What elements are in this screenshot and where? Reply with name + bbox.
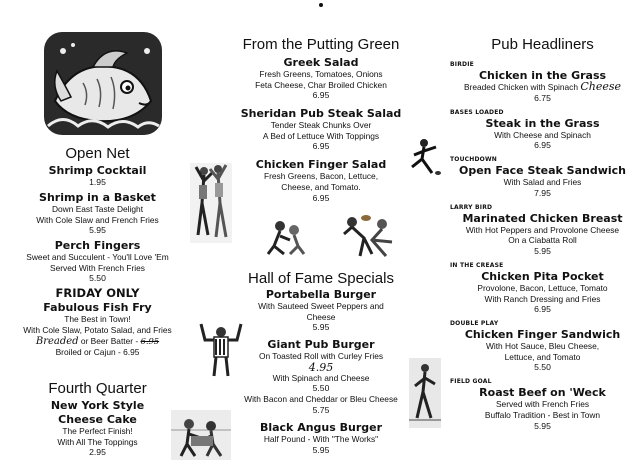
item-name: Portabella Burger xyxy=(265,288,377,301)
section-title-open-net: Open Net xyxy=(65,145,130,162)
item-desc: Served with French Fries xyxy=(495,399,590,410)
item-price: 5.50 xyxy=(312,383,330,394)
dot-mark xyxy=(319,3,323,7)
handwritten-note: Cheese xyxy=(580,80,622,93)
item-name: Shrimp Cocktail xyxy=(48,164,147,177)
item-desc: With Sauteed Sweet Peppers and xyxy=(258,301,384,311)
item-name: Sheridan Pub Steak Salad xyxy=(240,107,402,121)
item-desc: With Spinach and Cheese xyxy=(272,372,370,383)
item-desc: Cheese, and Tomato. xyxy=(281,181,361,192)
item-name: Giant Pub Burger xyxy=(267,338,375,352)
fish-logo-icon xyxy=(43,31,163,136)
item-name: Greek Salad xyxy=(283,56,359,69)
item-desc: Cheese xyxy=(306,311,336,322)
item-desc: Broiled or Cajun - 6.95 xyxy=(55,347,140,358)
item-name: Chicken Pita Pocket xyxy=(481,269,604,283)
item-desc: Down East Taste Delight xyxy=(51,204,144,214)
kicker-icon xyxy=(408,137,442,177)
item-desc: With All The Toppings xyxy=(57,436,138,447)
friday-only-heading: FRIDAY ONLY xyxy=(55,286,140,301)
item-name: Chicken Finger Sandwich xyxy=(464,328,621,342)
item-price: 5.50 xyxy=(89,273,106,284)
item-desc: Served With French Fries xyxy=(50,262,145,273)
item-price: 6.95 xyxy=(312,192,330,203)
item-desc: or Beer Batter - xyxy=(80,335,141,346)
pub-headliners-section xyxy=(450,36,635,432)
item-desc: Feta Cheese, Char Broiled Chicken xyxy=(255,79,387,90)
item-price: 5.95 xyxy=(534,245,551,256)
hockey-players-icon xyxy=(171,410,231,460)
item-desc: Sweet and Succulent - You'll Love 'Em xyxy=(26,252,169,263)
section-title-hall-of-fame: Hall of Fame Specials xyxy=(248,270,394,287)
handwritten-price: 4.95 xyxy=(308,360,334,374)
item-name: Perch Fingers xyxy=(54,239,141,253)
item-desc-line xyxy=(450,82,635,93)
item-desc: With Ranch Dressing and Fries xyxy=(484,293,601,304)
item-price: 5.95 xyxy=(534,420,551,431)
basketball-players-icon xyxy=(190,163,232,243)
football-players-icon xyxy=(264,218,309,256)
item-price: 6.95 xyxy=(312,141,330,152)
item-desc: With Cheese and Spinach xyxy=(494,129,591,140)
item-desc: Breaded Chicken with Spinach xyxy=(463,82,579,92)
section-title-putting-green: From the Putting Green xyxy=(242,36,400,53)
item-desc-line xyxy=(5,336,190,348)
item-name: Steak in the Grass xyxy=(485,116,600,130)
item-price: 6.95 xyxy=(534,304,551,315)
item-price: 5.95 xyxy=(312,444,330,455)
handwritten-note: Breaded xyxy=(35,335,79,347)
section-title-fourth-quarter: Fourth Quarter xyxy=(48,380,147,397)
item-tag: BASES LOADED xyxy=(450,108,504,116)
item-desc: Tender Steak Chunks Over xyxy=(270,120,372,131)
item-desc: Buffalo Tradition - Best in Town xyxy=(484,409,601,420)
item-price: 5.95 xyxy=(89,225,106,236)
item-price: 5.75 xyxy=(312,404,330,415)
item-tag: IN THE CREASE xyxy=(450,261,504,269)
item-desc: The Best in Town! xyxy=(64,314,131,325)
item-name: Open Face Steak Sandwich xyxy=(459,164,626,178)
section-title-pub-headliners: Pub Headliners xyxy=(491,36,594,53)
item-desc: A Bed of Lettuce With Toppings xyxy=(262,130,380,141)
item-name: Marinated Chicken Breast xyxy=(462,211,623,225)
item-name: Shrimp in a Basket xyxy=(39,191,156,204)
item-price: 2.95 xyxy=(89,447,106,458)
item-desc: Lettuce, and Tomato xyxy=(504,351,581,362)
football-tackle-icon xyxy=(342,212,397,260)
item-name: Chicken in the Grass xyxy=(478,69,607,82)
crossed-price: 6.95 xyxy=(140,335,160,346)
item-price: 6.75 xyxy=(534,92,551,103)
item-desc: Provolone, Bacon, Lettuce, Tomato xyxy=(477,282,608,293)
item-tag: BIRDIE xyxy=(450,61,474,68)
item-price: 6.95 xyxy=(534,140,551,151)
putting-green-section xyxy=(232,36,410,204)
item-desc: Half Pound - With "The Works" xyxy=(263,433,379,444)
baseball-slide-icon xyxy=(409,358,441,428)
item-desc: On Toasted Roll with Curley Fries xyxy=(258,351,384,362)
fourth-quarter-section xyxy=(5,380,190,458)
item-desc: Fresh Greens, Tomatoes, Onions xyxy=(259,69,383,79)
item-price: 5.95 xyxy=(312,322,330,333)
item-desc: Fresh Greens, Bacon, Lettuce, xyxy=(263,171,379,182)
item-name: Fabulous Fish Fry xyxy=(43,301,152,315)
item-name: Black Angus Burger xyxy=(259,420,383,434)
item-price: 7.95 xyxy=(534,187,551,198)
item-desc: With Hot Peppers and Provolone Cheese xyxy=(465,224,620,235)
item-tag: TOUCHDOWN xyxy=(450,156,498,164)
open-net-section xyxy=(5,145,190,358)
item-price: 6.95 xyxy=(312,90,330,101)
item-name: New York Style xyxy=(50,399,145,412)
item-price: 1.95 xyxy=(89,177,106,187)
item-tag: DOUBLE PLAY xyxy=(450,320,499,328)
item-desc: With Cole Slaw and French Fries xyxy=(36,214,159,225)
item-name: Cheese Cake xyxy=(58,413,137,426)
item-desc: The Perfect Finish! xyxy=(62,426,133,436)
hall-of-fame-section xyxy=(232,270,410,456)
item-desc: With Bacon and Cheddar or Bleu Cheese xyxy=(244,394,398,405)
item-desc: On a Ciabatta Roll xyxy=(508,235,577,246)
item-name: Chicken Finger Salad xyxy=(255,158,387,172)
item-desc: With Salad and Fries xyxy=(503,177,582,188)
item-tag: FIELD GOAL xyxy=(450,378,492,386)
item-desc: With Cole Slaw, Potato Salad, and Fries xyxy=(23,324,172,335)
item-price: 5.50 xyxy=(534,362,551,373)
item-name: Roast Beef on 'Weck xyxy=(479,386,606,400)
item-tag: LARRY BIRD xyxy=(450,203,493,211)
item-desc: With Hot Sauce, Bleu Cheese, xyxy=(485,341,600,352)
